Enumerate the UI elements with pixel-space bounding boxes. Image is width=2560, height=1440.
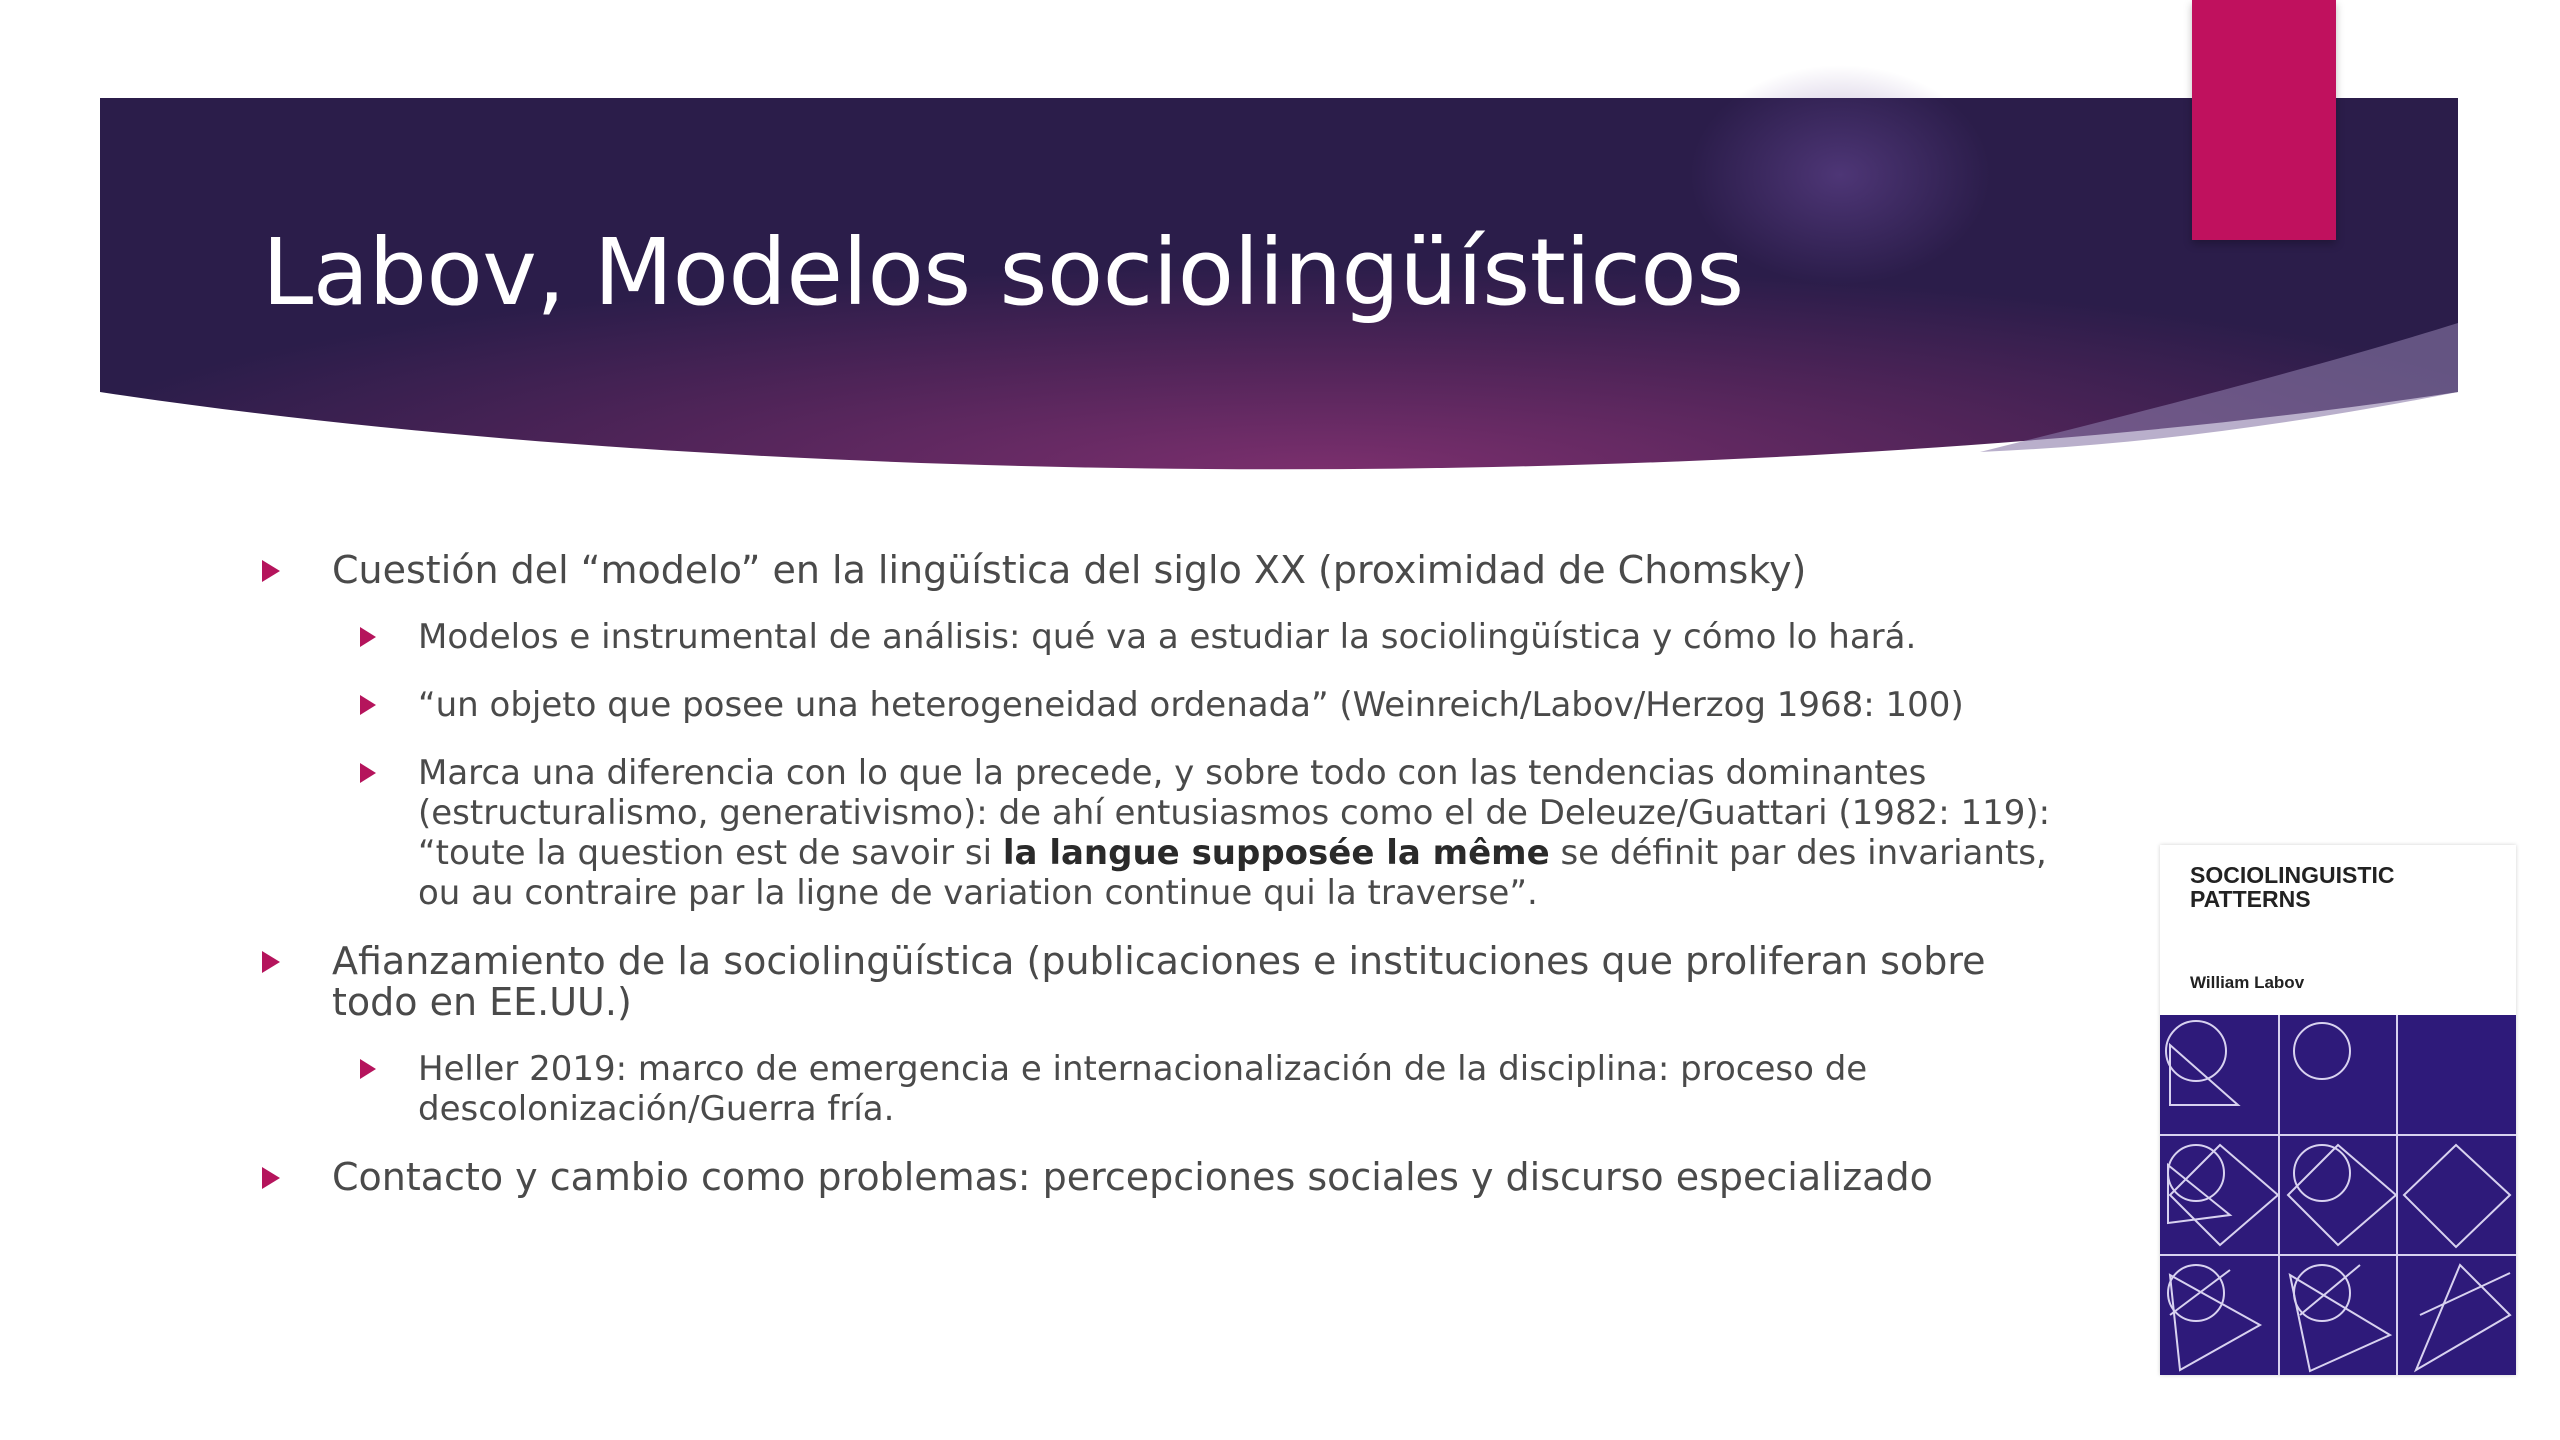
book-cover-geometric-art	[2160, 1015, 2516, 1375]
bullet-text: Heller 2019: marco de emergencia e internacionalización de la disciplina: proceso de descolonización/Guerra fría.	[418, 1049, 1868, 1129]
bullet-text: Contacto y cambio como problemas: percepciones sociales y discurso especializado	[332, 1155, 1933, 1199]
bullet-item	[262, 941, 2072, 1023]
bold-quote: la langue supposée la même	[1002, 833, 1550, 873]
bullet-arrow-icon	[262, 951, 280, 973]
bullet-text-part: se définit par des invariants, ou au contraire par la ligne de variation continue qui la traverse”.	[418, 833, 2047, 913]
bullet-arrow-icon	[262, 1167, 280, 1189]
bullet-text: “un objeto que posee una heterogeneidad ordenada” (Weinreich/Labov/Herzog 1968: 100)	[418, 685, 1964, 725]
sub-bullet-item	[360, 685, 2072, 725]
bullet-text: Cuestión del “modelo” en la lingüística del siglo XX (proximidad de Chomsky)	[332, 548, 1807, 592]
bullet-item	[262, 550, 2072, 591]
bullet-item	[262, 1157, 2072, 1198]
book-cover-image	[2160, 845, 2516, 1375]
bullet-arrow-icon	[360, 1059, 376, 1079]
sub-bullet-item	[360, 617, 2072, 657]
bullet-list	[262, 550, 2072, 1224]
sub-bullet-item	[360, 1049, 2072, 1129]
bullet-text: Modelos e instrumental de análisis: qué va a estudiar la sociolingüística y cómo lo hará.	[418, 617, 1917, 657]
bullet-text-part: Marca una diferencia con lo que la precede, y sobre todo con las tendencias dominantes (estructuralismo, generativismo): de ahí entusiasmos como el de Deleuze/Guattari (1982: 119): “toute la question est de savoir si	[418, 753, 2051, 873]
bullet-arrow-icon	[262, 560, 280, 582]
bullet-text	[418, 753, 2072, 913]
bullet-arrow-icon	[360, 695, 376, 715]
bullet-arrow-icon	[360, 627, 376, 647]
bullet-text: Afianzamiento de la sociolingüística (publicaciones e instituciones que proliferan sobre todo en EE.UU.)	[332, 939, 1986, 1024]
accent-tab	[2192, 0, 2336, 240]
book-title: SOCIOLINGUISTIC PATTERNS	[2190, 862, 2395, 912]
sub-bullet-item	[360, 753, 2072, 913]
book-author: William Labov	[2190, 973, 2305, 992]
bullet-arrow-icon	[360, 763, 376, 783]
slide-title: Labov, Modelos sociolingüísticos	[262, 219, 1744, 326]
